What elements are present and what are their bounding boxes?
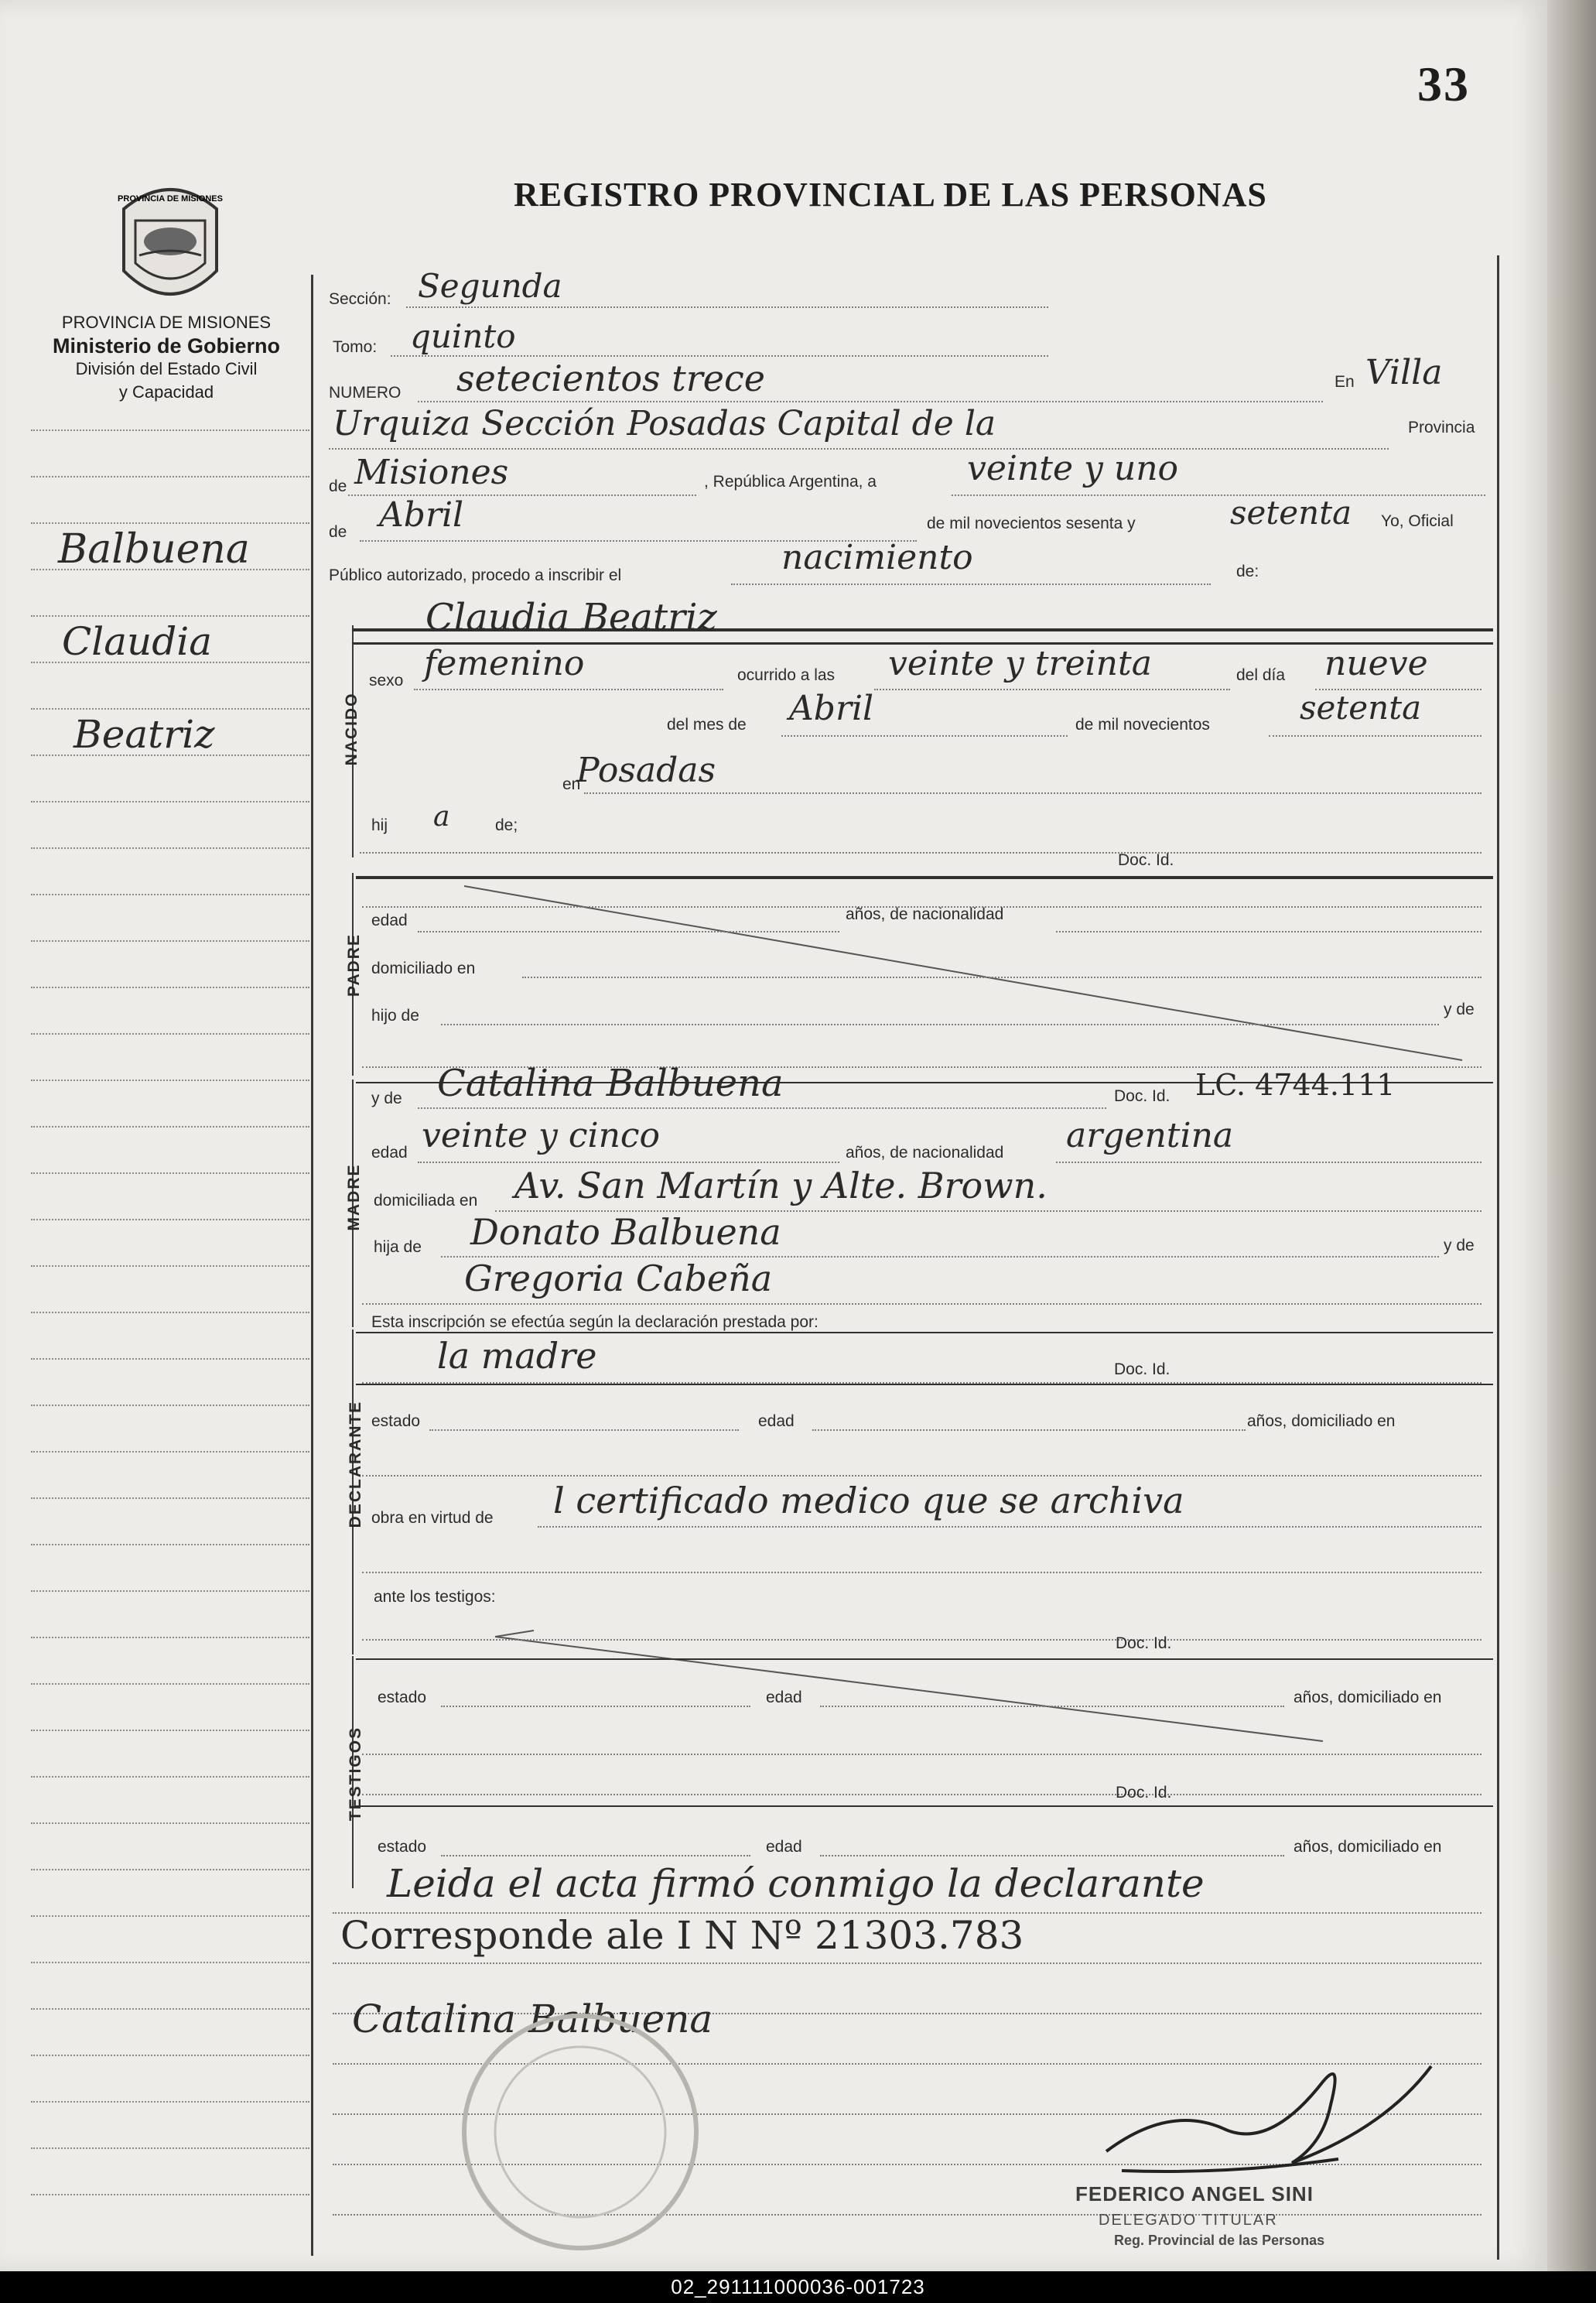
de3-label: de: xyxy=(1236,563,1259,580)
numero-value: setecientos trece xyxy=(456,358,765,399)
section-madre: MADRE xyxy=(345,1163,363,1231)
place-value: Urquiza Sección Posadas Capital de la xyxy=(333,404,996,443)
seccion-label: Sección: xyxy=(329,290,391,308)
padre-edad-label: edad xyxy=(371,912,408,929)
sexo-value: femenino xyxy=(424,644,585,683)
section-nacido: NACIDO xyxy=(343,692,361,766)
section-padre: PADRE xyxy=(345,933,363,997)
officer-registry: Reg. Provincial de las Personas xyxy=(1114,2233,1325,2248)
madre-edad-value: veinte y cinco xyxy=(422,1116,661,1155)
dia-value: veinte y uno xyxy=(967,449,1179,488)
testigos-cross-line xyxy=(433,1629,1362,1745)
nacido-anio-value: setenta xyxy=(1300,689,1422,727)
ocurrido-label: ocurrido a las xyxy=(737,666,836,684)
ministry-province: PROVINCIA DE MISIONES xyxy=(61,313,272,332)
margin-second-name: Beatriz xyxy=(73,712,215,757)
madre-nombre: Catalina Balbuena xyxy=(437,1062,784,1105)
numero-label: NUMERO xyxy=(329,384,402,402)
testigos-intro-label: ante los testigos: xyxy=(374,1588,496,1606)
padre-dom-label: domiciliado en xyxy=(371,960,476,977)
nacido-doc-label: Doc. Id. xyxy=(1118,851,1174,869)
madre-nac-label: años, de nacionalidad xyxy=(846,1144,1004,1162)
testigo2-edad-label: edad xyxy=(766,1838,802,1856)
madre-hija-label: hija de xyxy=(374,1238,422,1256)
image-id-footer: 02_291111000036-001723 xyxy=(0,2271,1596,2303)
seccion-value: Segunda xyxy=(418,267,562,305)
testigo2-dom-label: años, domiciliado en xyxy=(1294,1838,1442,1856)
provincia-value: Misiones xyxy=(354,453,509,492)
madre-padre-value: Donato Balbuena xyxy=(470,1211,781,1253)
madre-edad-label: edad xyxy=(371,1144,408,1162)
seal-text: PROVINCIA DE MISIONES xyxy=(118,194,223,204)
hora-value: veinte y treinta xyxy=(888,644,1152,683)
binding-edge xyxy=(1547,0,1596,2271)
closing-line2: Corresponde ale I N Nº 21303.783 xyxy=(340,1913,1024,1958)
ministry-capacity: y Capacidad xyxy=(118,382,214,402)
madre-doc-value: LC. 4744.111 xyxy=(1195,1068,1396,1102)
right-frame-line xyxy=(1497,255,1499,2260)
testigo1-dom-label: años, domiciliado en xyxy=(1294,1689,1442,1706)
hij-suffix: a xyxy=(433,801,450,833)
declarante-edad-label: edad xyxy=(758,1412,795,1430)
officer-name: FEDERICO ANGEL SINI xyxy=(1075,2182,1314,2205)
left-frame-line xyxy=(311,275,313,2256)
declarante-por-value: la madre xyxy=(437,1335,597,1377)
madre-doc-label: Doc. Id. xyxy=(1114,1087,1171,1105)
testigo1-edad-label: edad xyxy=(766,1689,802,1706)
margin-first-name: Claudia xyxy=(62,619,213,664)
round-stamp-icon xyxy=(453,2004,708,2260)
madre-yde-label: y de xyxy=(371,1090,402,1107)
nacido-en-label: en xyxy=(562,775,581,793)
obra-label: obra en virtud de xyxy=(371,1509,494,1527)
de-label: de xyxy=(329,477,347,495)
provincia-label: Provincia xyxy=(1408,419,1475,436)
ministry-name: Ministerio de Gobierno xyxy=(52,334,281,358)
acto-value: nacimiento xyxy=(781,538,973,577)
tomo-label: Tomo: xyxy=(333,338,378,356)
official-signature-icon xyxy=(1075,2035,1478,2198)
tomo-value: quinto xyxy=(410,317,516,355)
testigo2-estado-label: estado xyxy=(378,1838,427,1856)
declarante-dom-label: años, domiciliado en xyxy=(1247,1412,1396,1430)
madre-dom-value: Av. San Martín y Alte. Brown. xyxy=(514,1165,1047,1206)
padre-nac-label: años, de nacionalidad xyxy=(846,905,1004,923)
officer-title: DELEGADO TITULAR xyxy=(1099,2212,1278,2229)
de2-label: de xyxy=(329,523,347,541)
en-label: En xyxy=(1335,373,1355,391)
republica-label: , República Argentina, a xyxy=(704,473,877,491)
anio-value: setenta xyxy=(1230,494,1352,532)
madre-madre-value: Gregoria Cabeña xyxy=(464,1258,773,1299)
deldia-label: del día xyxy=(1236,666,1286,684)
section-testigos: TESTIGOS xyxy=(347,1726,364,1822)
page-title: REGISTRO PROVINCIAL DE LAS PERSONAS xyxy=(514,176,1267,214)
madre-nac-value: argentina xyxy=(1066,1116,1234,1155)
padre-yde-label: y de xyxy=(1444,1001,1475,1018)
obra-value: l certificado medico que se archiva xyxy=(553,1480,1184,1521)
madre-yde2-label: y de xyxy=(1444,1237,1475,1254)
testigo1-doc-label: Doc. Id. xyxy=(1116,1784,1172,1802)
oficial-label: Yo, Oficial xyxy=(1381,512,1454,530)
declarante-doc2-label: Doc. Id. xyxy=(1116,1634,1172,1652)
inscripcion-label: Esta inscripción se efectúa según la declaración prestada por: xyxy=(371,1313,819,1331)
closing-line1: Leida el acta firmó conmigo la declarante xyxy=(387,1861,1205,1906)
sexo-label: sexo xyxy=(369,672,404,690)
page-number: 33 xyxy=(1417,56,1470,111)
mother-signature: Catalina Balbuena xyxy=(352,1997,713,2041)
hij-de-label: de; xyxy=(495,816,518,834)
nacido-nombre: Claudia Beatriz xyxy=(425,596,717,639)
nacido-dia-value: nueve xyxy=(1324,644,1428,683)
publico-label: Público autorizado, procedo a inscribir el xyxy=(329,566,622,584)
ministry-division: División del Estado Civil xyxy=(75,359,258,378)
madre-dom-label: domiciliada en xyxy=(374,1192,478,1210)
declarante-doc-label: Doc. Id. xyxy=(1114,1360,1171,1378)
nacido-mil-label: de mil novecientos xyxy=(1075,716,1210,734)
ministry-block xyxy=(15,311,317,404)
testigo1-estado-label: estado xyxy=(378,1689,427,1706)
section-declarante: DECLARANTE xyxy=(347,1400,364,1528)
nacido-mes-value: Abril xyxy=(789,689,874,728)
padre-hijo-label: hijo de xyxy=(371,1007,419,1025)
mil-label: de mil novecientos sesenta y xyxy=(927,515,1136,532)
delmes-label: del mes de xyxy=(667,716,747,734)
hij-label: hij xyxy=(371,816,388,834)
declarante-estado-label: estado xyxy=(371,1412,421,1430)
provincial-seal-icon xyxy=(108,178,232,317)
nacido-lugar-value: Posadas xyxy=(576,751,716,790)
mes-value: Abril xyxy=(379,495,464,535)
en-value: Villa xyxy=(1365,353,1443,392)
margin-surname: Balbuena xyxy=(58,526,250,573)
